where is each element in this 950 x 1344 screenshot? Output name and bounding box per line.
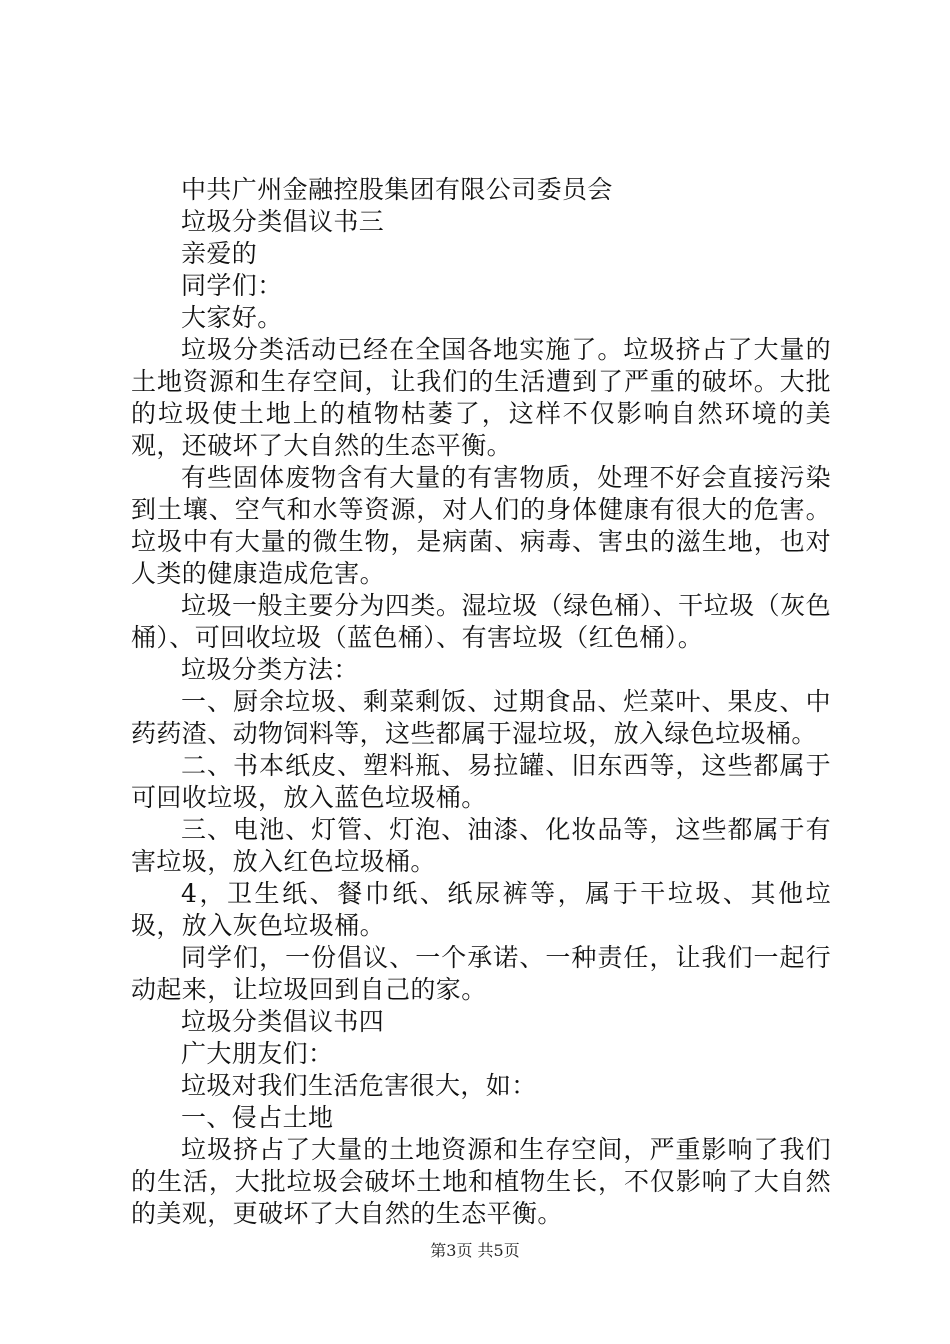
list-item: 一、厨余垃圾、剩菜剩饭、过期食品、烂菜叶、果皮、中药药渣、动物饲料等，这些都属于湿垃圾，放入绿色垃圾桶。: [131, 687, 831, 748]
method-heading: 垃圾分类方法：: [181, 655, 359, 684]
salutation-line-1: 亲爱的: [181, 239, 258, 268]
greeting: 大家好。: [181, 303, 283, 332]
org-name: 中共广州金融控股集团有限公司委员会: [181, 175, 613, 204]
list-item: 4，卫生纸、餐巾纸、纸尿裤等，属于干垃圾、其他垃圾，放入灰色垃圾桶。: [131, 879, 831, 940]
section-title-4: 垃圾分类倡议书四: [181, 1007, 385, 1036]
paragraph: 同学们，一份倡议、一个承诺、一种责任，让我们一起行动起来，让垃圾回到自己的家。: [131, 943, 831, 1004]
section-title-3: 垃圾分类倡议书三: [181, 207, 385, 236]
paragraph: 垃圾分类活动已经在全国各地实施了。垃圾挤占了大量的土地资源和生存空间，让我们的生活遭到了严重的破坏。大批的垃圾使土地上的植物枯萎了，这样不仅影响自然环境的美观，还破坏了大自然的生态平衡。: [131, 335, 831, 460]
paragraph: 垃圾一般主要分为四类。湿垃圾（绿色桶）、干垃圾（灰色桶）、可回收垃圾（蓝色桶）、有害垃圾（红色桶）。: [131, 591, 831, 652]
paragraph: 垃圾挤占了大量的土地资源和生存空间，严重影响了我们的生活，大批垃圾会破坏土地和植物生长，不仅影响了大自然的美观，更破坏了大自然的生态平衡。: [131, 1135, 831, 1228]
list-item: 二、书本纸皮、塑料瓶、易拉罐、旧东西等，这些都属于可回收垃圾，放入蓝色垃圾桶。: [131, 751, 831, 812]
salutation: 广大朋友们：: [181, 1039, 334, 1068]
paragraph: 垃圾对我们生活危害很大，如：: [181, 1071, 537, 1100]
subheading: 一、侵占土地: [181, 1103, 334, 1132]
page-number: 第3页 共5页: [430, 1241, 520, 1260]
list-item: 三、电池、灯管、灯泡、油漆、化妆品等，这些都属于有害垃圾，放入红色垃圾桶。: [131, 815, 831, 876]
document-body: [131, 174, 831, 1230]
paragraph: 有些固体废物含有大量的有害物质，处理不好会直接污染到土壤、空气和水等资源，对人们的身体健康有很大的危害。垃圾中有大量的微生物，是病菌、病毒、害虫的滋生地，也对人类的健康造成危害。: [131, 463, 831, 588]
salutation-line-2: 同学们：: [181, 271, 283, 300]
